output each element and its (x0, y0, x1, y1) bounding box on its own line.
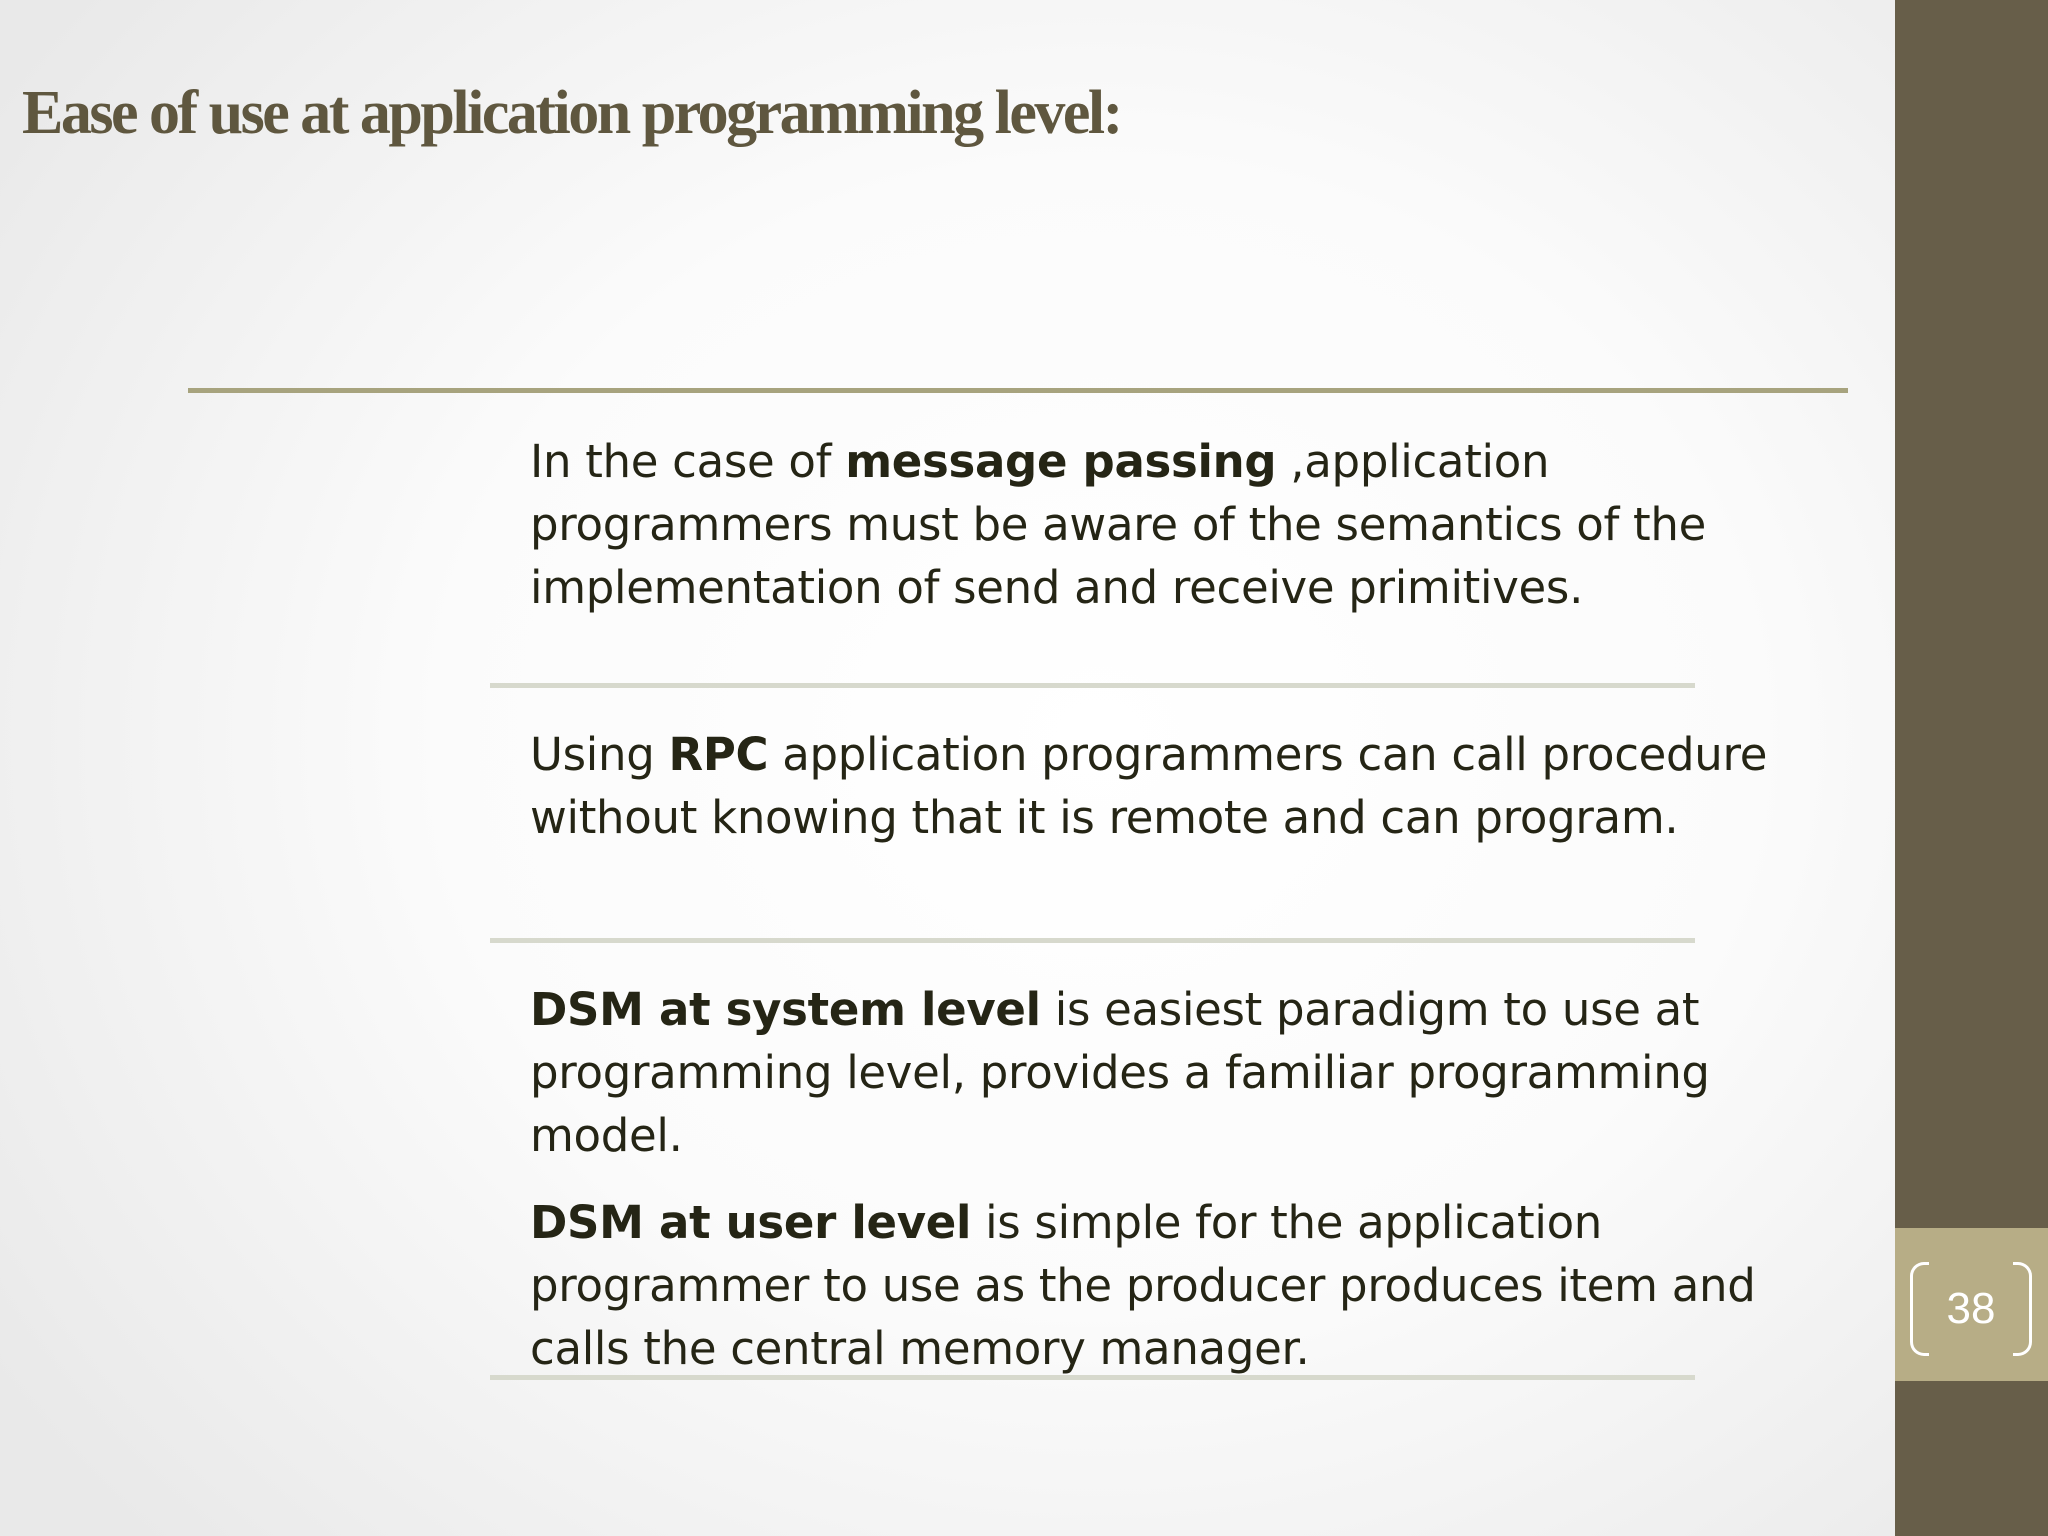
slide-title: Ease of use at application programming level: (22, 79, 1121, 147)
item-text: ,application programmers must be aware of the semantics of the implementation of send and receive primitives. (530, 435, 1706, 614)
item-bold-term: RPC (668, 728, 769, 781)
item-bold-term: message passing (845, 435, 1277, 488)
item-separator (490, 683, 1695, 688)
item-text: Using (530, 728, 669, 781)
item-text: In the case of (530, 435, 846, 488)
item-bold-term: DSM at system level (530, 983, 1041, 1036)
item-text: is easiest paradigm to use at programming level, provides a familiar programming model. (530, 983, 1710, 1162)
content-item-message-passing (530, 430, 1830, 619)
title-divider (188, 388, 1848, 393)
item-separator (490, 938, 1695, 943)
item-bold-term: DSM at user level (530, 1196, 972, 1249)
page-number-bracket (1910, 1262, 2032, 1354)
item-separator (490, 1375, 1695, 1380)
item-text: application programmers can call procedure without knowing that it is remote and can program. (530, 728, 1768, 844)
page-number: 38 (1946, 1284, 1996, 1333)
content-item-rpc (530, 723, 1830, 849)
item-text: is simple for the application programmer to use as the producer produces item and calls the central memory manager. (530, 1196, 1756, 1375)
content-item-dsm-system-level (530, 978, 1830, 1167)
content-item-dsm-user-level (530, 1191, 1830, 1380)
